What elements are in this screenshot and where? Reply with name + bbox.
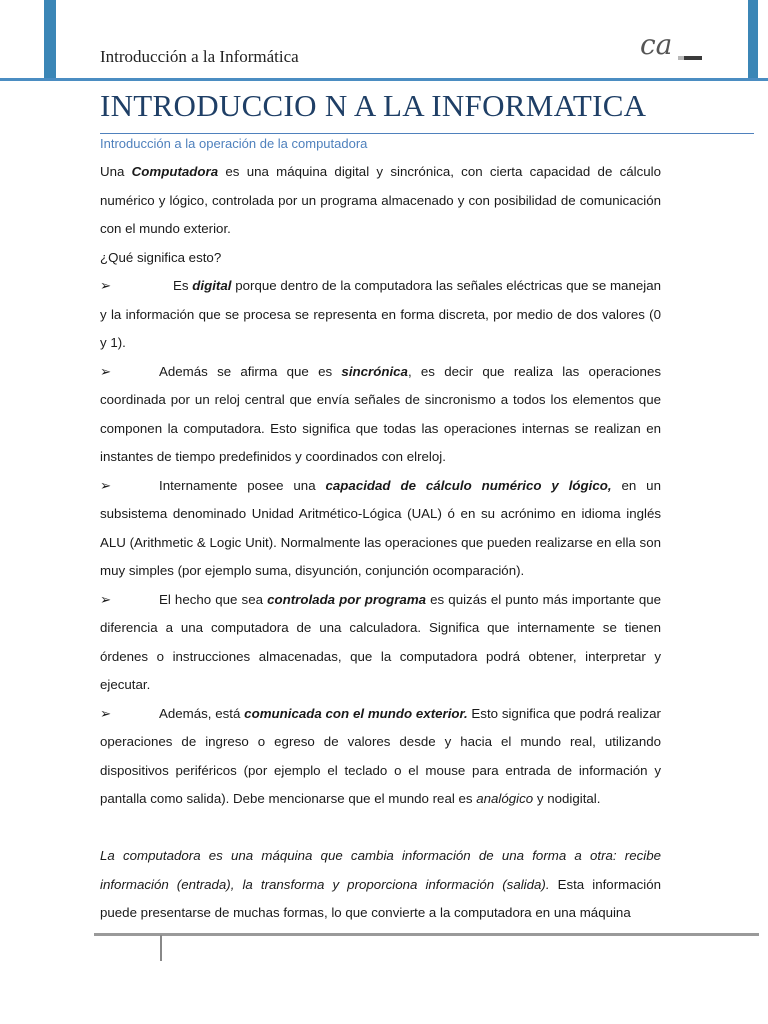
intro-paragraph <box>100 158 661 244</box>
bullet-2-term: sincrónica <box>341 363 408 379</box>
bullet-3-pre: Internamente posee una <box>159 477 326 493</box>
title-underline <box>100 133 754 134</box>
document-title: INTRODUCCIO N A LA INFORMATICA <box>100 88 647 123</box>
bullet-4-pre: El hecho que sea <box>159 591 268 607</box>
running-header-title: Introducción a la Informática <box>100 47 299 66</box>
closing-text: Esta información puede presentarse de muchas formas, lo que convierte a la computadora en una máquina <box>100 876 661 920</box>
bullet-1-pre: Es <box>173 278 193 293</box>
ca-logo <box>640 30 704 64</box>
intro-text-a: Una <box>100 164 132 179</box>
bullet-5-pre: Además, está <box>159 705 245 721</box>
bullet-5-italic-term: analógico <box>476 791 534 806</box>
bullet-2-post: , es decir que realiza las operaciones coordinada por un reloj central que envía señales de sincronismo a todos los elementos que componen la computadora. Esto significa que todas las operaciones internas se realizan en instantes de tiempo predefinidos y coordinados con elreloj. <box>100 363 661 464</box>
bullet-paragraph-sincronica <box>100 358 661 472</box>
bullet-1-post: porque dentro de la computadora las señales eléctricas que se manejan y la información que se procesa se representa en forma discreta, por medio de dos valores (0 y 1). <box>100 278 661 350</box>
bullet-5-tail: y nodigital. <box>533 791 601 806</box>
question-line: ¿Qué significa esto? <box>100 249 222 265</box>
arrow-bullet-icon: ➢ <box>100 363 112 379</box>
bullet-4-post: es quizás el punto más importante que diferencia a una computadora de una calculadora. Significa que internamente se tienen órdenes o instrucciones almacenadas, que la computadora podrá obtener, interpretar y ejecutar. <box>100 591 662 692</box>
bullet-5-post: Esto significa que podrá realizar operaciones de ingreso o egreso de valores desde y hacia el mundo real, utilizando dispositivos periféricos (por ejemplo el teclado o el mouse para entrada de información y pantalla como salida). Debe mencionarse que el mundo real es <box>100 705 661 806</box>
bullet-1-term: digital <box>192 278 232 293</box>
arrow-bullet-icon: ➢ <box>100 705 112 721</box>
logo-letters: ca <box>640 30 673 61</box>
paragraph-gap <box>100 814 661 843</box>
bullet-paragraph-calculo <box>100 472 661 586</box>
intro-term-computadora: Computadora <box>131 164 219 179</box>
bullet-3-post: en un subsistema denominado Unidad Aritmético-Lógica (UAL) ó en su acrónimo en idioma inglés ALU (Arithmetic & Logic Unit). Normalmente las operaciones que pueden realizarse en ella son muy simples (por ejemplo suma, disyunción, conjunción ocomparación). <box>100 477 661 578</box>
bullet-paragraph-programa <box>100 586 661 700</box>
arrow-bullet-icon: ➢ <box>100 278 112 293</box>
header-accent-bar-left <box>44 0 56 80</box>
header-rule <box>0 78 768 81</box>
bullet-paragraph-comunicada <box>100 700 661 814</box>
arrow-bullet-icon: ➢ <box>100 477 112 493</box>
footer-rule <box>94 933 759 936</box>
bullet-3-term: capacidad de cálculo numérico y lógico, <box>325 477 612 493</box>
bullet-paragraph-digital <box>100 272 661 358</box>
footer-page-tick <box>160 935 162 961</box>
closing-italic-statement: La computadora es una máquina que cambia información de una forma a otra: recibe información (entrada), la transforma y proporciona información (salida). <box>100 848 661 892</box>
closing-paragraph <box>100 842 661 928</box>
intro-text-c: es una máquina digital y sincrónica, con cierta capacidad de cálculo numérico y lógico, controlada por un programa almacenado y con posibilidad de comunicación con el mundo exterior. <box>100 164 662 236</box>
section-subtitle: Introducción a la operación de la computadora <box>100 136 368 151</box>
bullet-4-term: controlada por programa <box>267 591 427 607</box>
arrow-bullet-icon: ➢ <box>100 591 112 607</box>
document-body <box>100 158 661 928</box>
bullet-2-pre: Además se afirma que es <box>159 363 342 379</box>
bullet-5-term: comunicada con el mundo exterior. <box>244 705 468 721</box>
logo-bar-light <box>678 56 684 60</box>
header-accent-bar-right <box>748 0 758 80</box>
